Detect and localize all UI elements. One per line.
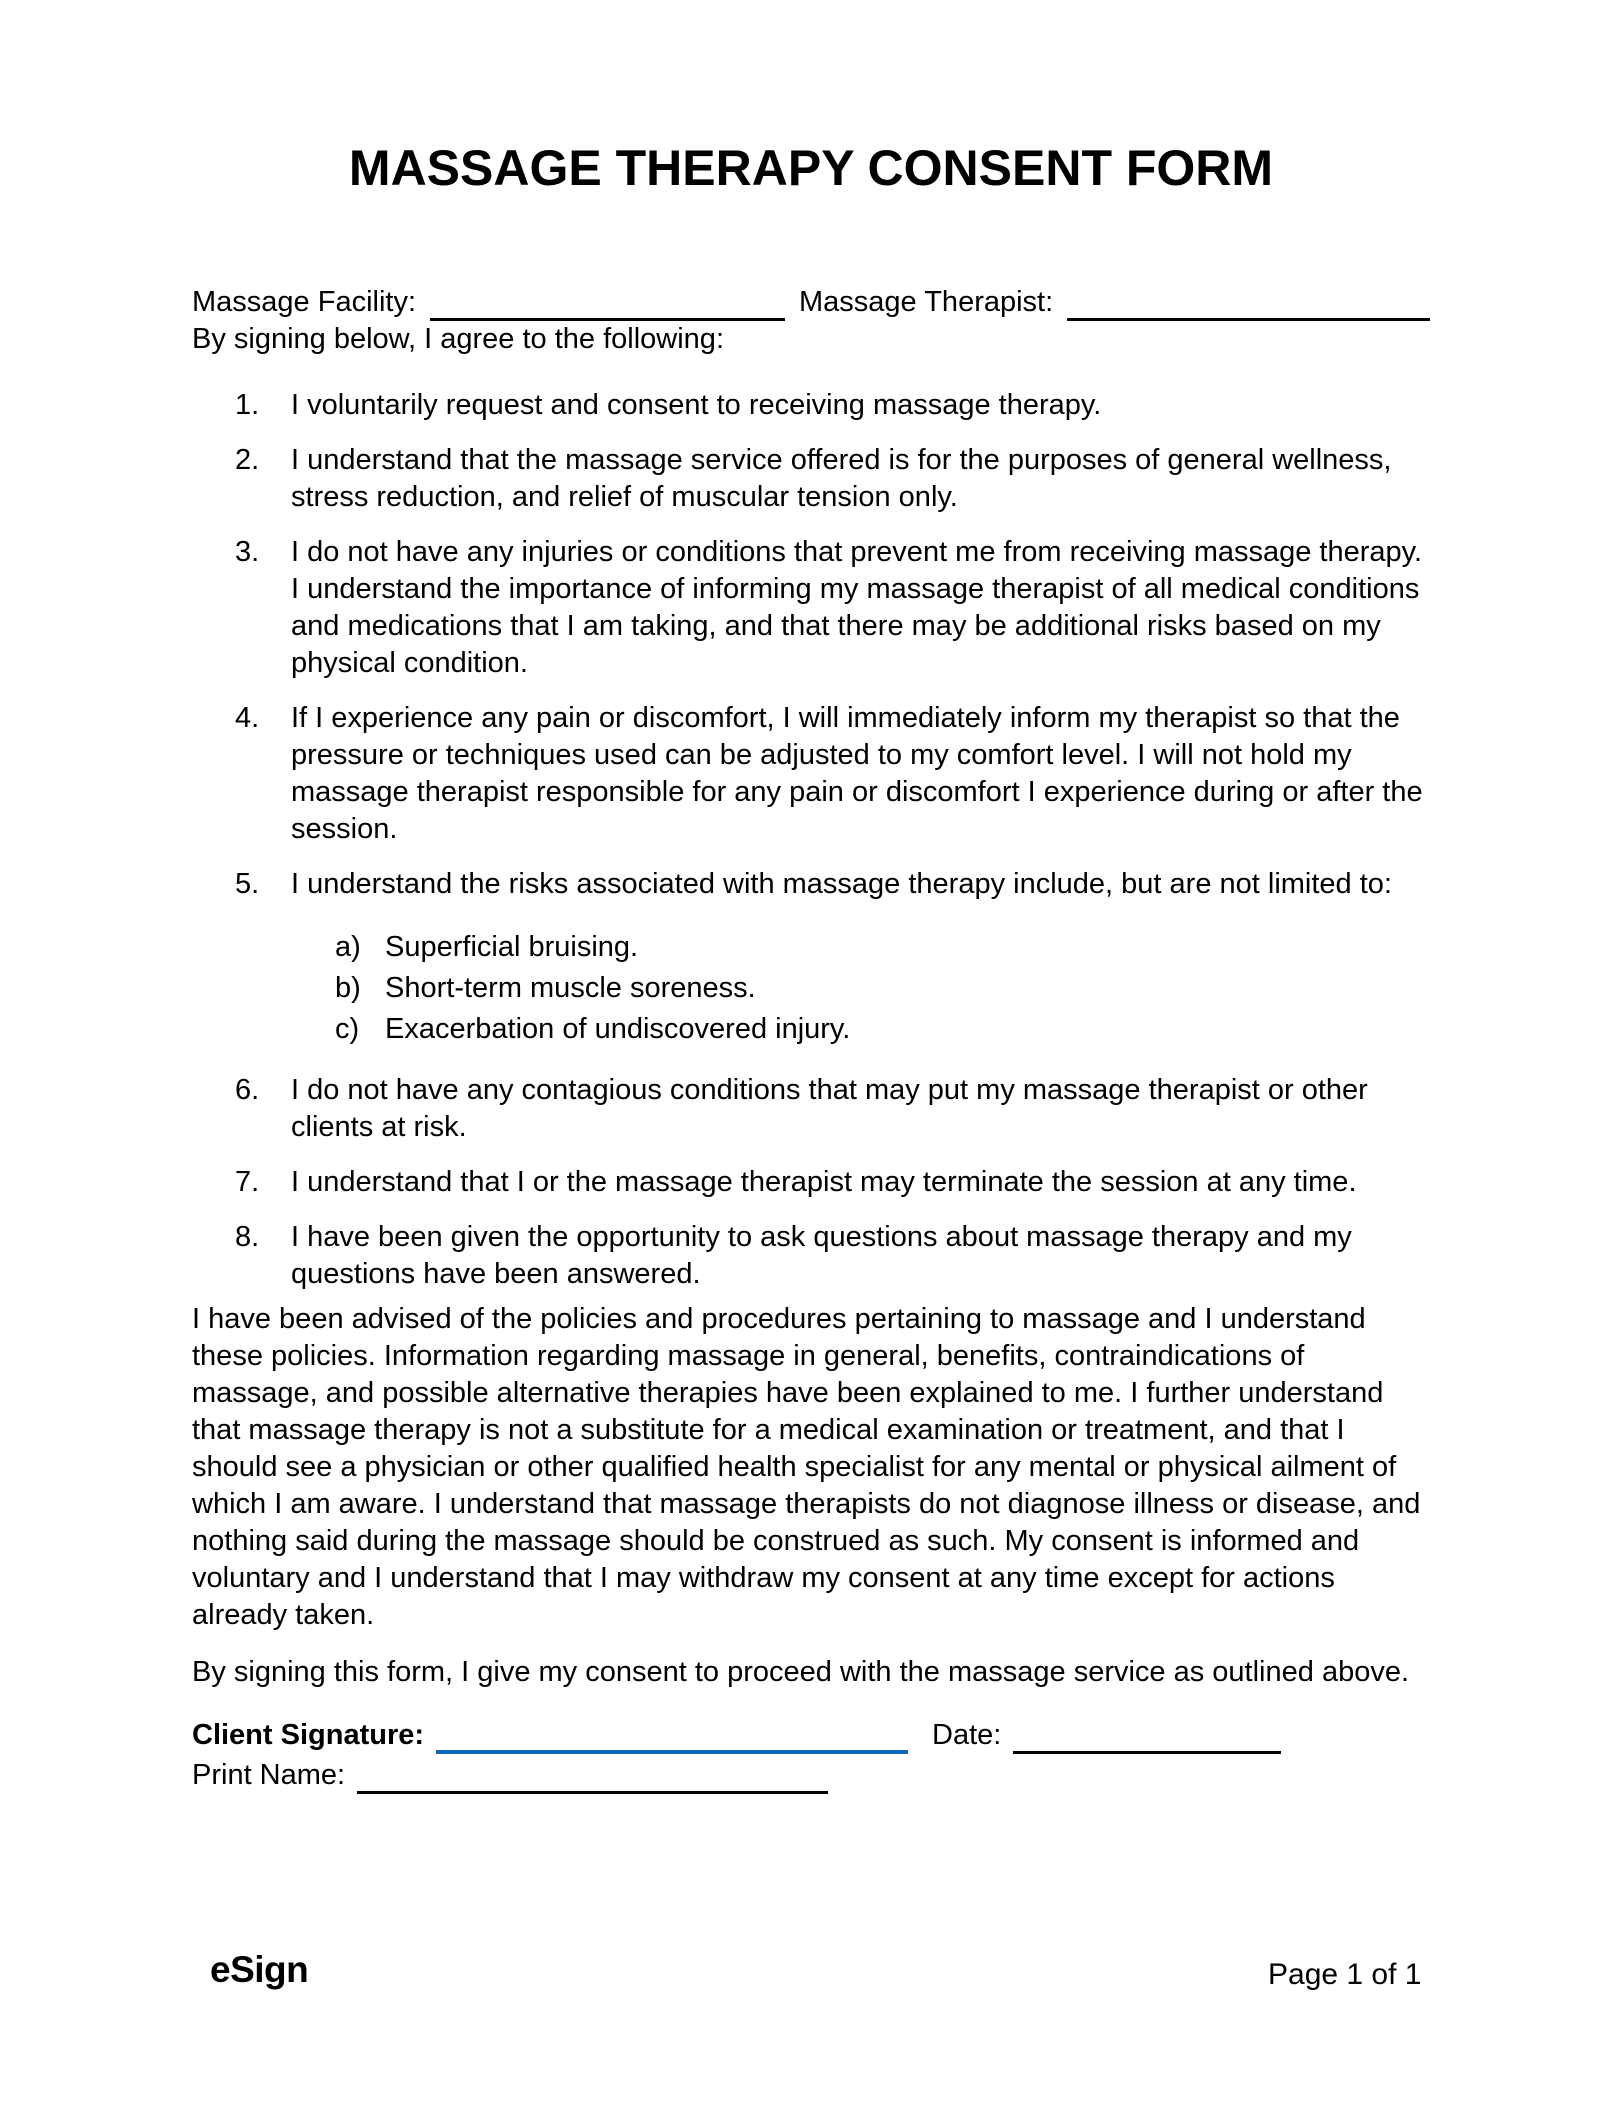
item-number: 6. — [235, 1074, 260, 1106]
item-text: I understand that the massage service offered is for the purposes of general wellness, stress reduction, and relief of muscular tension only. — [291, 444, 1392, 513]
item-text: I understand the risks associated with massage therapy include, but are not limited to: — [291, 868, 1392, 900]
item-number: 1. — [235, 389, 260, 421]
print-name-row — [192, 1757, 1430, 1794]
sub-item-marker: a) — [335, 931, 361, 963]
sub-item-marker: c) — [335, 1013, 360, 1045]
consent-list — [192, 387, 1430, 1293]
sub-item-text: Short-term muscle soreness. — [385, 972, 756, 1004]
massage-therapist-blank-line[interactable] — [1067, 291, 1430, 321]
item-number: 4. — [235, 702, 260, 734]
risk-sub-item-a — [335, 929, 1430, 966]
consent-item-7 — [235, 1164, 1430, 1201]
risk-sub-list — [335, 929, 1430, 1048]
advisory-paragraph: I have been advised of the policies and procedures pertaining to massage and I understand these policies. Information regarding massage in general, benefits, contraindications of massage, and possible alternative therapies have been explained to me. I further understand that massage therapy is not a substitute for a medical examination or treatment, and that I should see a physician or other qualified health specialist for any mental or physical ailment of which I am aware. I understand that massage therapists do not diagnose illness or disease, and nothing said during the massage should be construed as such. My consent is informed and voluntary and I understand that I may withdraw my consent at any time except for actions already taken. — [192, 1303, 1421, 1631]
item-text: I voluntarily request and consent to receiving massage therapy. — [291, 389, 1102, 421]
esign-logo: eSign — [210, 1949, 309, 1990]
massage-facility-blank-line[interactable] — [430, 291, 785, 321]
item-number: 7. — [235, 1166, 260, 1198]
date-label: Date: — [932, 1719, 1002, 1751]
intro-text: By signing below, I agree to the following: — [192, 323, 724, 355]
massage-therapist-label: Massage Therapist: — [799, 286, 1054, 318]
sub-item-text: Superficial bruising. — [385, 931, 639, 963]
item-text: I do not have any contagious conditions that may put my massage therapist or other clients at risk. — [291, 1074, 1368, 1143]
risk-sub-item-c — [335, 1011, 1430, 1048]
consent-item-3 — [235, 534, 1430, 682]
consent-item-2 — [235, 442, 1430, 516]
item-number: 3. — [235, 536, 260, 568]
closing-paragraph: By signing this form, I give my consent to proceed with the massage service as outlined above. — [192, 1656, 1410, 1688]
item-number: 8. — [235, 1221, 260, 1253]
consent-item-4 — [235, 700, 1430, 848]
item-text: I understand that I or the massage therapist may terminate the session at any time. — [291, 1166, 1357, 1198]
sub-item-marker: b) — [335, 972, 361, 1004]
consent-item-8 — [235, 1219, 1430, 1293]
consent-item-5 — [235, 866, 1430, 1054]
page-indicator: Page 1 of 1 — [1268, 1958, 1422, 1991]
date-line[interactable] — [1013, 1724, 1281, 1754]
consent-item-6 — [235, 1072, 1430, 1146]
massage-facility-label: Massage Facility: — [192, 286, 417, 318]
item-number: 2. — [235, 444, 260, 476]
print-name-label: Print Name: — [192, 1759, 346, 1791]
header-fields-row — [192, 284, 1430, 321]
item-text: I do not have any injuries or conditions that prevent me from receiving massage therapy. I understand the importance of informing my massage therapist of all medical conditions and medications that I am taking, and that there may be additional risks based on my physical condition. — [291, 536, 1423, 679]
item-text: I have been given the opportunity to ask questions about massage therapy and my questions have been answered. — [291, 1221, 1352, 1290]
item-text: If I experience any pain or discomfort, I will immediately inform my therapist so that the pressure or techniques used can be adjusted to my comfort level. I will not hold my massage therapist responsible for any pain or discomfort I experience during or after the session. — [291, 702, 1423, 845]
document-title: MASSAGE THERAPY CONSENT FORM — [348, 140, 1274, 196]
risk-sub-item-b — [335, 970, 1430, 1007]
sub-item-text: Exacerbation of undiscovered injury. — [385, 1013, 851, 1045]
item-number: 5. — [235, 868, 260, 900]
consent-item-1 — [235, 387, 1430, 424]
client-signature-label: Client Signature: — [192, 1719, 425, 1751]
document-content — [192, 0, 1430, 1794]
client-signature-line[interactable] — [436, 1724, 908, 1754]
item-body — [291, 866, 1430, 1054]
print-name-line[interactable] — [357, 1764, 828, 1794]
signature-row — [192, 1717, 1430, 1754]
